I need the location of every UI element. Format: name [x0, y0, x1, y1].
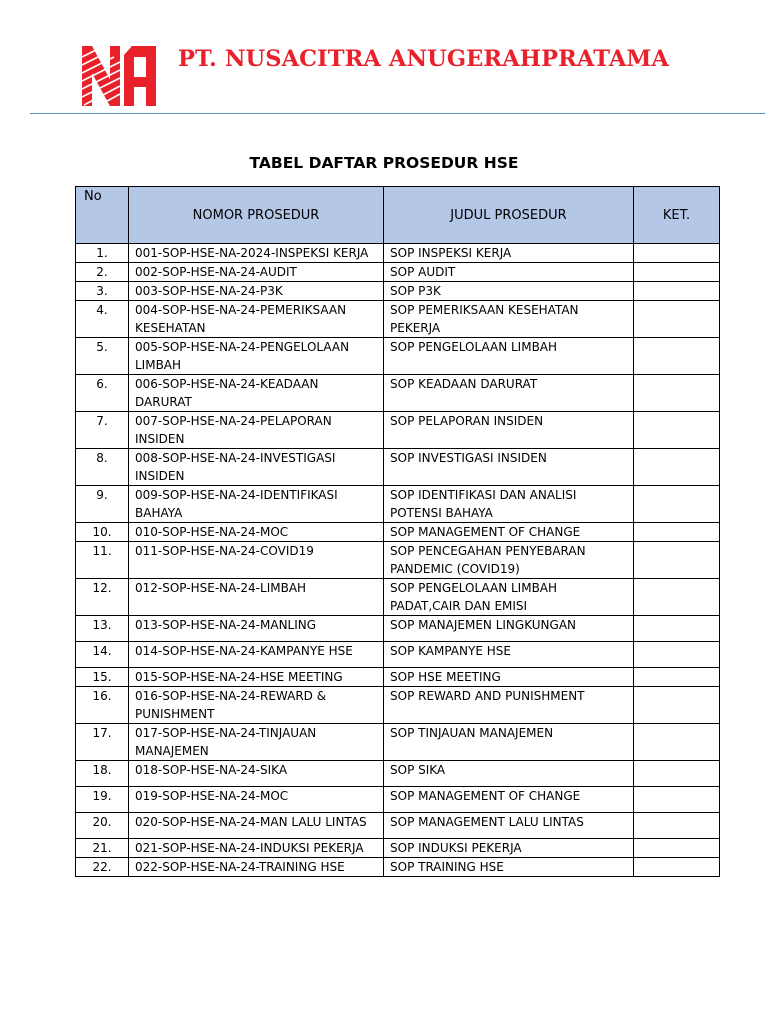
cell-ket [634, 787, 720, 813]
cell-ket [634, 542, 720, 579]
cell-no: 18. [76, 761, 129, 787]
cell-no: 21. [76, 839, 129, 858]
cell-no: 19. [76, 787, 129, 813]
cell-nomor: 002-SOP-HSE-NA-24-AUDIT [129, 263, 384, 282]
na-logo-icon [80, 43, 160, 109]
cell-no: 11. [76, 542, 129, 579]
table-row [76, 301, 720, 338]
cell-judul: SOP PENGELOLAAN LIMBAH [384, 338, 634, 375]
cell-judul: SOP KAMPANYE HSE [384, 642, 634, 668]
column-header-nomor: NOMOR PROSEDUR [129, 187, 384, 244]
cell-ket [634, 813, 720, 839]
cell-nomor: 017-SOP-HSE-NA-24-TINJAUAN MANAJEMEN [129, 724, 384, 761]
cell-nomor: 014-SOP-HSE-NA-24-KAMPANYE HSE [129, 642, 384, 668]
cell-nomor: 018-SOP-HSE-NA-24-SIKA [129, 761, 384, 787]
cell-ket [634, 642, 720, 668]
cell-no: 6. [76, 375, 129, 412]
cell-nomor: 005-SOP-HSE-NA-24-PENGELOLAAN LIMBAH [129, 338, 384, 375]
cell-nomor: 008-SOP-HSE-NA-24-INVESTIGASI INSIDEN [129, 449, 384, 486]
cell-ket [634, 263, 720, 282]
cell-judul: SOP MANAGEMENT LALU LINTAS [384, 813, 634, 839]
cell-judul: SOP INSPEKSI KERJA [384, 244, 634, 263]
table-row [76, 642, 720, 668]
company-name: PT. NUSACITRA ANUGERAHPRATAMA [178, 46, 669, 72]
cell-nomor: 009-SOP-HSE-NA-24-IDENTIFIKASI BAHAYA [129, 486, 384, 523]
cell-no: 17. [76, 724, 129, 761]
cell-nomor: 004-SOP-HSE-NA-24-PEMERIKSAAN KESEHATAN [129, 301, 384, 338]
column-header-ket: KET. [634, 187, 720, 244]
table-row [76, 523, 720, 542]
cell-nomor: 016-SOP-HSE-NA-24-REWARD & PUNISHMENT [129, 687, 384, 724]
table-row [76, 761, 720, 787]
letterhead [0, 0, 768, 116]
cell-ket [634, 616, 720, 642]
cell-ket [634, 301, 720, 338]
cell-ket [634, 839, 720, 858]
table-row [76, 579, 720, 616]
table-row [76, 282, 720, 301]
cell-judul: SOP MANAGEMENT OF CHANGE [384, 523, 634, 542]
cell-judul: SOP PENCEGAHAN PENYEBARAN PANDEMIC (COVID19) [384, 542, 634, 579]
cell-nomor: 019-SOP-HSE-NA-24-MOC [129, 787, 384, 813]
cell-nomor: 015-SOP-HSE-NA-24-HSE MEETING [129, 668, 384, 687]
table-row [76, 375, 720, 412]
cell-judul: SOP IDENTIFIKASI DAN ANALISI POTENSI BAHAYA [384, 486, 634, 523]
column-header-judul: JUDUL PROSEDUR [384, 187, 634, 244]
cell-no: 22. [76, 858, 129, 877]
cell-judul: SOP TINJAUAN MANAJEMEN [384, 724, 634, 761]
cell-judul: SOP SIKA [384, 761, 634, 787]
cell-no: 8. [76, 449, 129, 486]
cell-ket [634, 412, 720, 449]
table-row [76, 412, 720, 449]
cell-judul: SOP P3K [384, 282, 634, 301]
table-header-row [76, 187, 720, 244]
cell-nomor: 021-SOP-HSE-NA-24-INDUKSI PEKERJA [129, 839, 384, 858]
table-row [76, 813, 720, 839]
cell-no: 4. [76, 301, 129, 338]
cell-ket [634, 668, 720, 687]
cell-no: 16. [76, 687, 129, 724]
cell-nomor: 020-SOP-HSE-NA-24-MAN LALU LINTAS [129, 813, 384, 839]
cell-ket [634, 724, 720, 761]
table-row [76, 338, 720, 375]
cell-ket [634, 687, 720, 724]
table-row [76, 263, 720, 282]
cell-no: 13. [76, 616, 129, 642]
table-row [76, 244, 720, 263]
cell-judul: SOP TRAINING HSE [384, 858, 634, 877]
cell-no: 12. [76, 579, 129, 616]
document-title: TABEL DAFTAR PROSEDUR HSE [249, 154, 519, 172]
cell-ket [634, 338, 720, 375]
cell-no: 10. [76, 523, 129, 542]
cell-nomor: 022-SOP-HSE-NA-24-TRAINING HSE [129, 858, 384, 877]
cell-no: 1. [76, 244, 129, 263]
table-row [76, 486, 720, 523]
cell-judul: SOP INVESTIGASI INSIDEN [384, 449, 634, 486]
cell-no: 3. [76, 282, 129, 301]
procedure-table [75, 186, 720, 877]
cell-no: 20. [76, 813, 129, 839]
cell-nomor: 003-SOP-HSE-NA-24-P3K [129, 282, 384, 301]
cell-judul: SOP REWARD AND PUNISHMENT [384, 687, 634, 724]
table-row [76, 668, 720, 687]
table-row [76, 449, 720, 486]
cell-ket [634, 761, 720, 787]
cell-judul: SOP INDUKSI PEKERJA [384, 839, 634, 858]
table-row [76, 787, 720, 813]
cell-nomor: 006-SOP-HSE-NA-24-KEADAAN DARURAT [129, 375, 384, 412]
cell-ket [634, 282, 720, 301]
cell-judul: SOP PENGELOLAAN LIMBAH PADAT,CAIR DAN EMISI [384, 579, 634, 616]
table-row [76, 858, 720, 877]
cell-no: 2. [76, 263, 129, 282]
column-header-no: No [76, 187, 129, 244]
cell-ket [634, 449, 720, 486]
cell-nomor: 011-SOP-HSE-NA-24-COVID19 [129, 542, 384, 579]
cell-no: 7. [76, 412, 129, 449]
table-row [76, 616, 720, 642]
cell-ket [634, 486, 720, 523]
cell-nomor: 010-SOP-HSE-NA-24-MOC [129, 523, 384, 542]
cell-judul: SOP MANAGEMENT OF CHANGE [384, 787, 634, 813]
cell-judul: SOP MANAJEMEN LINGKUNGAN [384, 616, 634, 642]
table-row [76, 542, 720, 579]
table-row [76, 839, 720, 858]
cell-nomor: 007-SOP-HSE-NA-24-PELAPORAN INSIDEN [129, 412, 384, 449]
cell-ket [634, 579, 720, 616]
cell-judul: SOP HSE MEETING [384, 668, 634, 687]
cell-ket [634, 244, 720, 263]
cell-no: 14. [76, 642, 129, 668]
cell-judul: SOP KEADAAN DARURAT [384, 375, 634, 412]
table-row [76, 687, 720, 724]
cell-judul: SOP PEMERIKSAAN KESEHATAN PEKERJA [384, 301, 634, 338]
cell-ket [634, 858, 720, 877]
cell-nomor: 012-SOP-HSE-NA-24-LIMBAH [129, 579, 384, 616]
cell-nomor: 013-SOP-HSE-NA-24-MANLING [129, 616, 384, 642]
cell-no: 9. [76, 486, 129, 523]
cell-judul: SOP PELAPORAN INSIDEN [384, 412, 634, 449]
cell-nomor: 001-SOP-HSE-NA-2024-INSPEKSI KERJA [129, 244, 384, 263]
cell-no: 15. [76, 668, 129, 687]
table-row [76, 724, 720, 761]
header-divider [30, 113, 765, 114]
cell-judul: SOP AUDIT [384, 263, 634, 282]
cell-ket [634, 523, 720, 542]
cell-no: 5. [76, 338, 129, 375]
cell-ket [634, 375, 720, 412]
